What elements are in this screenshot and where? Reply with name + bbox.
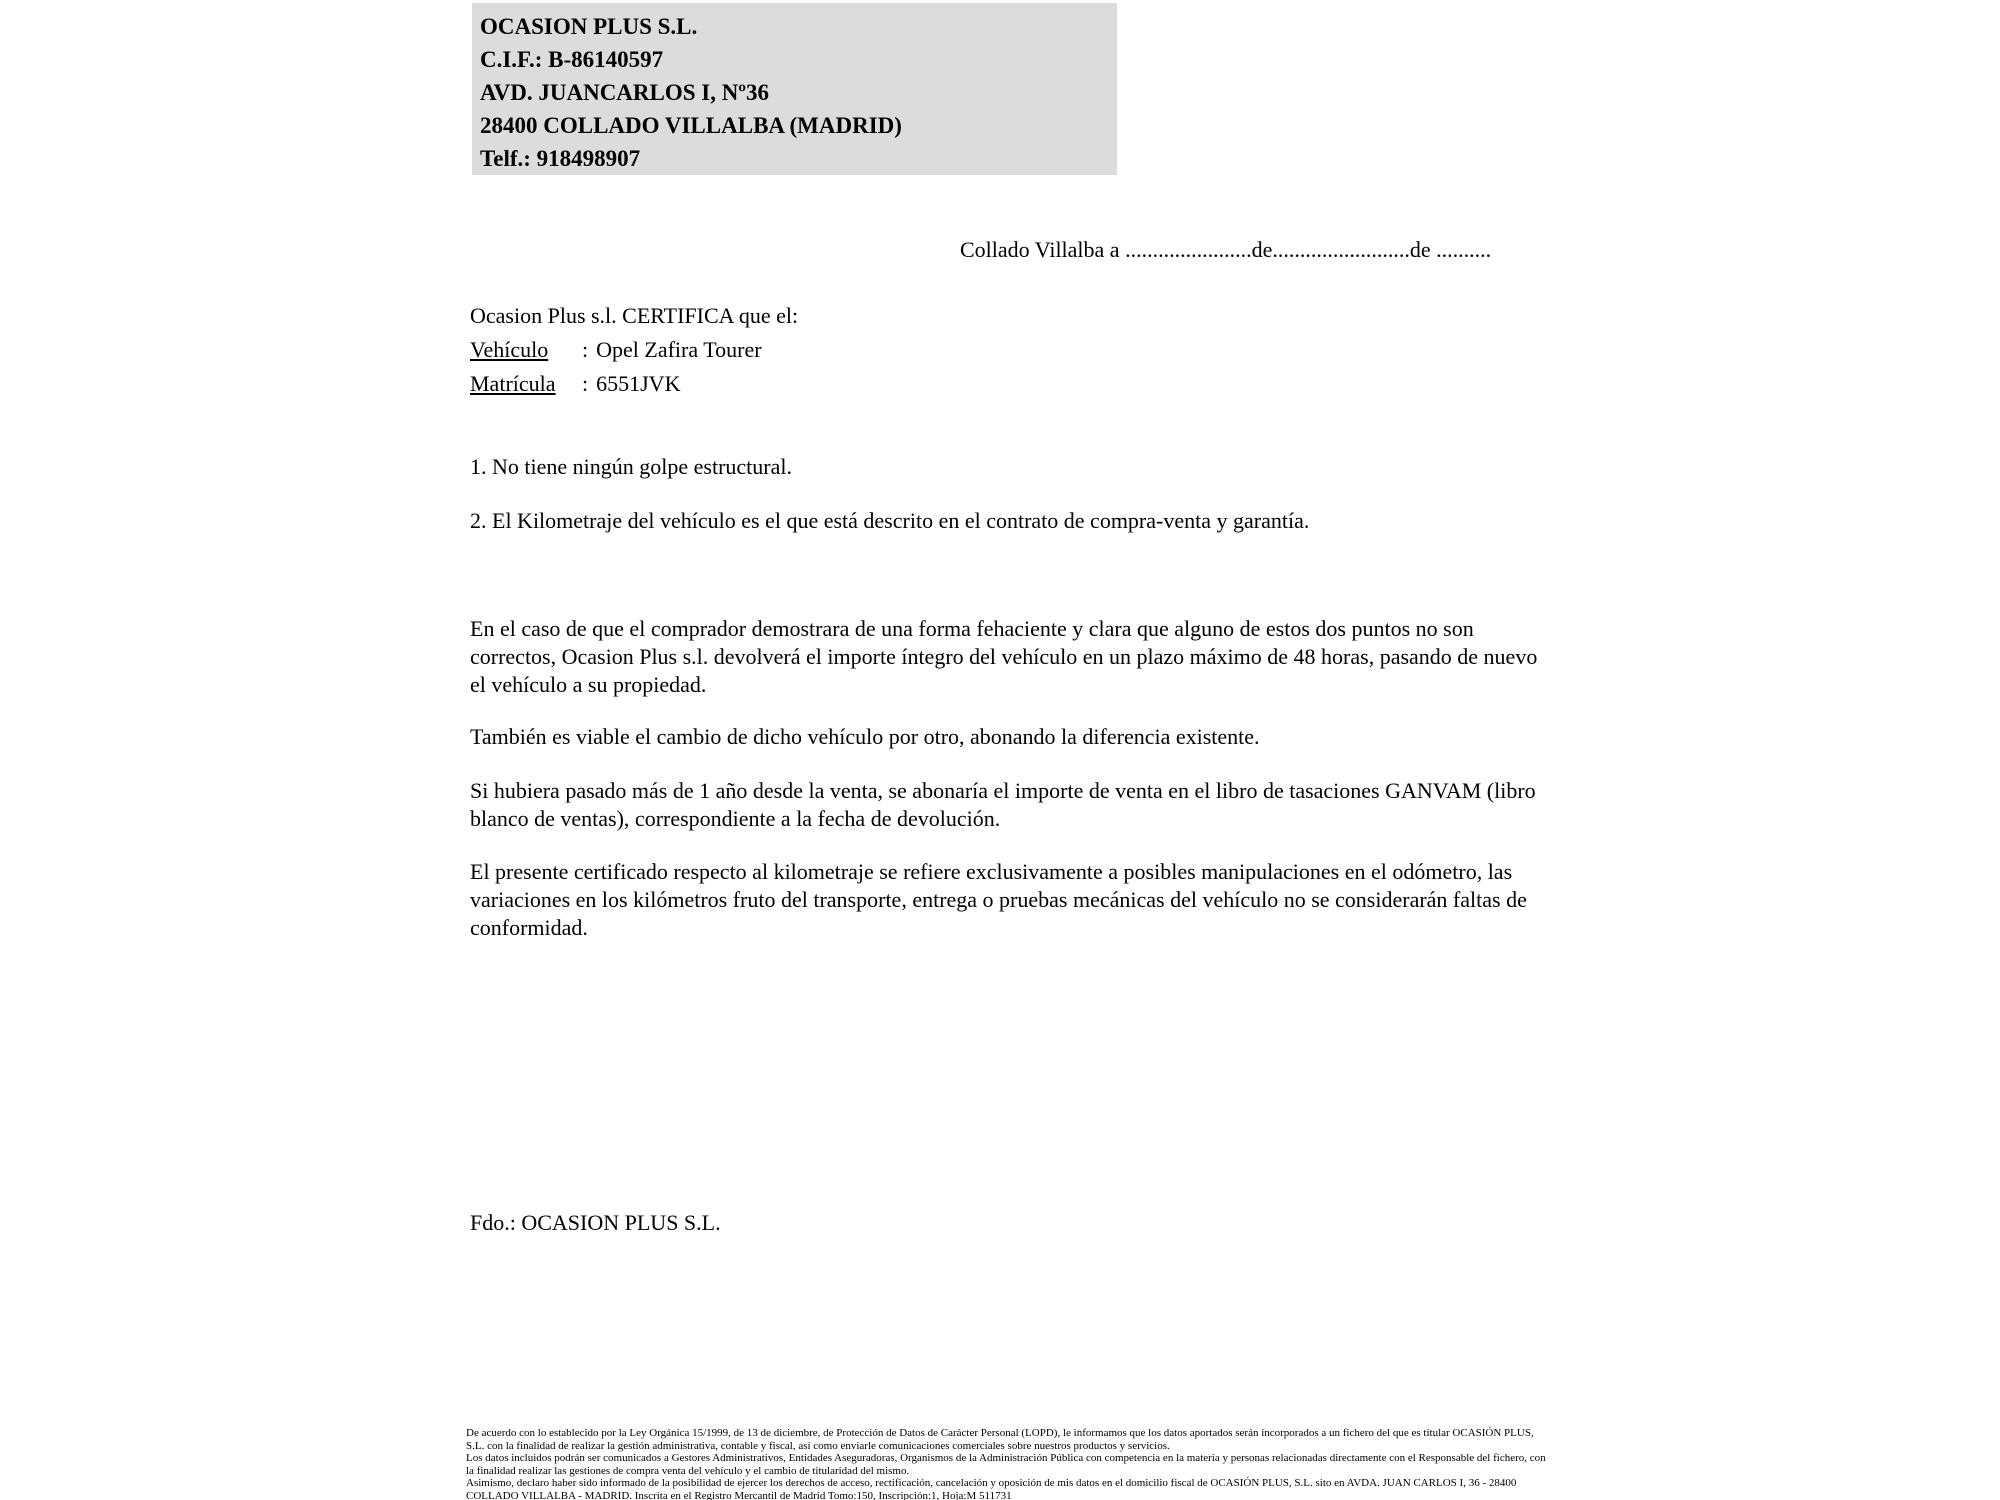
company-name: OCASION PLUS S.L. xyxy=(480,14,698,39)
body-paragraph-ganvam: Si hubiera pasado más de 1 año desde la venta, se abonaría el importe de venta en el libro de tasaciones GANVAM (libro blanco de ventas), correspondiente a la fecha de devolución. xyxy=(470,778,1536,831)
vehicle-label: Vehículo xyxy=(470,337,549,362)
company-header-block xyxy=(472,3,1117,175)
company-cif: C.I.F.: B-86140597 xyxy=(480,47,664,72)
signature-line: Fdo.: OCASION PLUS S.L. xyxy=(470,1210,721,1235)
plate-row xyxy=(470,367,798,401)
plate-label: Matrícula xyxy=(470,371,556,396)
footer-paragraph-rights: Asimismo, declaro haber sido informado de la posibilidad de ejercer los derechos de acceso, rectificación, cancelación y oposición de mis datos en el domicilio fiscal de OCASIÓN PLUS, S.L. sito en AVDA. JUAN CARLOS I, 36 - 28400 COLLADO VILLALBA - MADRID. Inscrita en el Registro Mercantil de Madrid Tomo:150, Inscripción:1, Hoja:M 511731 xyxy=(466,1477,1517,1500)
vehicle-row xyxy=(470,333,798,367)
date-line: Collado Villalba a .......................de.........................de .......... xyxy=(960,237,1492,262)
legal-footer xyxy=(466,1427,1551,1500)
certificate-block xyxy=(470,299,798,401)
company-address: AVD. JUANCARLOS I, Nº36 xyxy=(480,80,769,105)
certificate-point-2: 2. El Kilometraje del vehículo es el que está descrito en el contrato de compra-venta y garantía. xyxy=(470,508,1310,533)
certificate-point-1: 1. No tiene ningún golpe estructural. xyxy=(470,454,792,479)
plate-separator: : xyxy=(582,371,589,396)
footer-paragraph-data-sharing: Los datos incluidos podrán ser comunicados a Gestores Administrativos, Entidades Aseguradoras, Organismos de la Administración Pública con competencia en la materia y personas relacionadas directamente con el Responsable del fichero, con la finalidad realizar las gestiones de compra venta del vehículo y el cambio de titularidad del mismo. xyxy=(466,1452,1546,1477)
body-paragraph-exchange: También es viable el cambio de dicho vehículo por otro, abonando la diferencia existente. xyxy=(470,724,1260,749)
company-phone: Telf.: 918498907 xyxy=(480,146,641,171)
company-city: 28400 COLLADO VILLALBA (MADRID) xyxy=(480,113,902,138)
vehicle-value: Opel Zafira Tourer xyxy=(596,337,762,362)
plate-value: 6551JVK xyxy=(596,371,681,396)
footer-paragraph-lopd: De acuerdo con lo establecido por la Ley Orgánica 15/1999, de 13 de diciembre, de Protección de Datos de Carácter Personal (LOPD), le informamos que los datos aportados serán incorporados a un fichero del que es titular OCASIÓN PLUS, S.L. con la finalidad de realizar la gestión administrativa, contable y fiscal, así como enviarle comunicaciones comerciales sobre nuestros productos y servicios. xyxy=(466,1427,1534,1452)
vehicle-separator: : xyxy=(582,337,589,362)
body-paragraph-refund: En el caso de que el comprador demostrara de una forma fehaciente y clara que alguno de estos dos puntos no son correctos, Ocasion Plus s.l. devolverá el importe íntegro del vehículo en un plazo máximo de 48 horas, pasando de nuevo el vehículo a su propiedad. xyxy=(470,616,1538,697)
body-paragraph-odometer: El presente certificado respecto al kilometraje se refiere exclusivamente a posibles manipulaciones en el odómetro, las variaciones en los kilómetros fruto del transporte, entrega o pruebas mecánicas del vehículo no se considerarán faltas de conformidad. xyxy=(470,859,1527,940)
certify-intro: Ocasion Plus s.l. CERTIFICA que el: xyxy=(470,303,799,328)
